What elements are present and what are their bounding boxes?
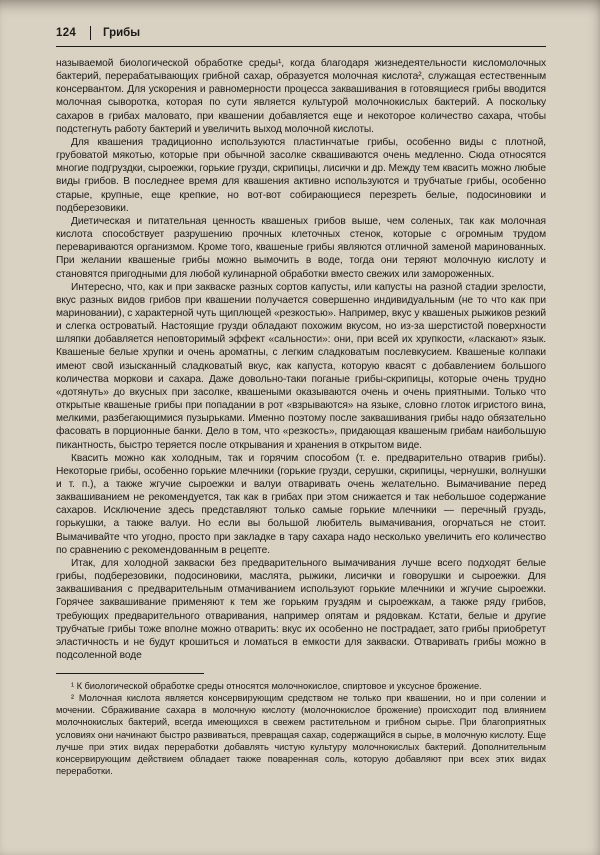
footnote-separator xyxy=(56,673,204,674)
footnote: ¹ К биологической обработке среды относятся молочнокислое, спиртовое и уксусное брожение. xyxy=(71,681,482,692)
paragraph: Интересно, что, как и при закваске разных сортов капусты, или капусты на разной стадии зрелости, вкус разных видов грибов при квашении получается совершенно индивидуальным (не то что как при мариновании), с характерной чуть щиплющей «резкостью». Например, вкус у квашеных рыжиков резкий и слегка островатый. Настоящие грузди обладают похожим вкусом, но из-за шерстистой поверхности шляпки добавляется неповторимый эффект «сальности»: они, при всей их хрупкости, «ласкают» язык. Квашеные белые хрупки и очень ароматны, с легким сладковатым послевкусием. Квашеные колпаки имеют свой изысканный сладковатый вкус, как капуста, которую квасят с добавлением большого количества моркови и сахара. Даже довольно-таки поганые грибы-скрипицы, которые очень трудно «дотянуть» до вкусных при засолке, квашеными оказываются очень и очень приятными. Только что открытые квашеные грибы при попадании в рот «взрываются» на языке, словно глоток игристого вина, мелкими, разбегающимися пузырьками. Именно поэтому после заквашивания грибы надо обязательно фасовать в порционные банки. Дело в том, что «резкость», придающая квашеным грибам наибольшую пикантность, быстро теряется после открывания и хранения в открытом виде. xyxy=(56,281,546,451)
paragraph: называемой биологической обработке среды¹, когда благодаря жизнедеятельности кисломолочных бактерий, перерабатывающих грибной сахар, образуется молочная кислота², служащая естественным консервантом. Для ускорения и равномерности процесса заквашивания в готовящиеся грибы вводится молочная сыворотка, которая по сути является культурой молочнокислых бактерий. А поскольку сахаров в грибах маловато, при квашении добавляется еще и некоторое количество сахара, чтобы подстегнуть работу бактерий и увеличить выход молочной кислоты. xyxy=(56,58,546,135)
header-divider xyxy=(90,26,91,40)
footnote: ² Молочная кислота является консервирующим средством не только при квашении, но и при солении и мочении. Сбраживание сахара в молочную кислоту (молочнокислое брожение) происходит под влиянием молочнокислых бактерий, всегда имеющихся в свежем растительном и грибном сырье. При благоприятных условиях они начинают быстро развиваться, превращая сахар, содержащийся в сырье, в молочную кислоту. Еще лучше при этих видах переработки добавлять чистую культуру молочнокислых бактерий. Дополнительным консервирующим действием обладает также поваренная соль, которую добавляют при всех этих видах переработки. xyxy=(56,693,546,776)
paragraph: Квасить можно как холодным, так и горячим способом (т. е. предварительно отварив грибы). Некоторые грибы, особенно горькие млечники (горькие грузди, серушки, скрипицы, чернушки, волнушки и т. п.), а также жгучие сыроежки и валуи отваривать очень желательно. Вымачивание перед заквашиванием не рекомендуется, так как в грибах при этом снижается и так небольшое содержание сахаров. Исключение здесь представляют только самые горькие млечники — перечный груздь, горькушки, а также валуи. Но если вы большой любитель вымачивания, огорчаться не стоит. Вымачивайте что угодно, просто при закладке в тару сахара надо несколько увеличить его количество по сравнению с рекомендованным в рецепте. xyxy=(56,452,546,556)
body-text xyxy=(56,57,546,662)
footnotes xyxy=(56,680,546,777)
page-header xyxy=(56,24,546,42)
paragraph: Итак, для холодной закваски без предварительного вымачивания лучше всего подходят белые грибы, подберезовики, подосиновики, маслята, рыжики, лисички и говорушки и сыроежки. Для заквашивания с предварительным отмачиванием используют горькие млечники и жгучие сыроежки. Горячее заквашивание применяют к тем же горьким груздям и сыроежкам, а также ряду грибов, требующих предварительного отваривания, например опятам и рядовкам. Кстати, белые и другие трубчатые грибы тоже вполне можно отварить: вкус их особенно не пострадает, зато грибы приобретут эластичность и не будут крошиться и ломаться в емкости для закваски. Отваривать грибы можно в подсоленной воде xyxy=(56,557,546,662)
page-number: 124 xyxy=(56,27,77,39)
header-rule xyxy=(56,46,546,47)
paragraph: Для квашения традиционно используются пластинчатые грибы, особенно виды с плотной, грубоватой мякотью, которые при обычной засолке сквашиваются очень медленно. Сюда относятся многие подгруздки, сыроежки, горькие грузди, скрипицы, лисички и др. Между тем квасить можно любые виды грибов. В последнее время для квашения активно используются и трубчатые грибы, особенно старые, крупные, еще крепкие, но вот-вот собирающиеся перезреть белые, подосиновики и подберезовики. xyxy=(56,136,546,214)
chapter-title: Грибы xyxy=(103,27,141,39)
paragraph: Диетическая и питательная ценность квашеных грибов выше, чем соленых, так как молочная кислота способствует разрушению прочных клеточных стенок, которые с огромным трудом перевариваются организмом. Кроме того, квашеные грибы являются отличной заменой маринованных. При желании квашеные грибы можно вымочить в воде, тогда они теряют молочную кислоту и становятся пригодными для любой кулинарной обработки вместо свежих или замороженных. xyxy=(56,215,546,280)
